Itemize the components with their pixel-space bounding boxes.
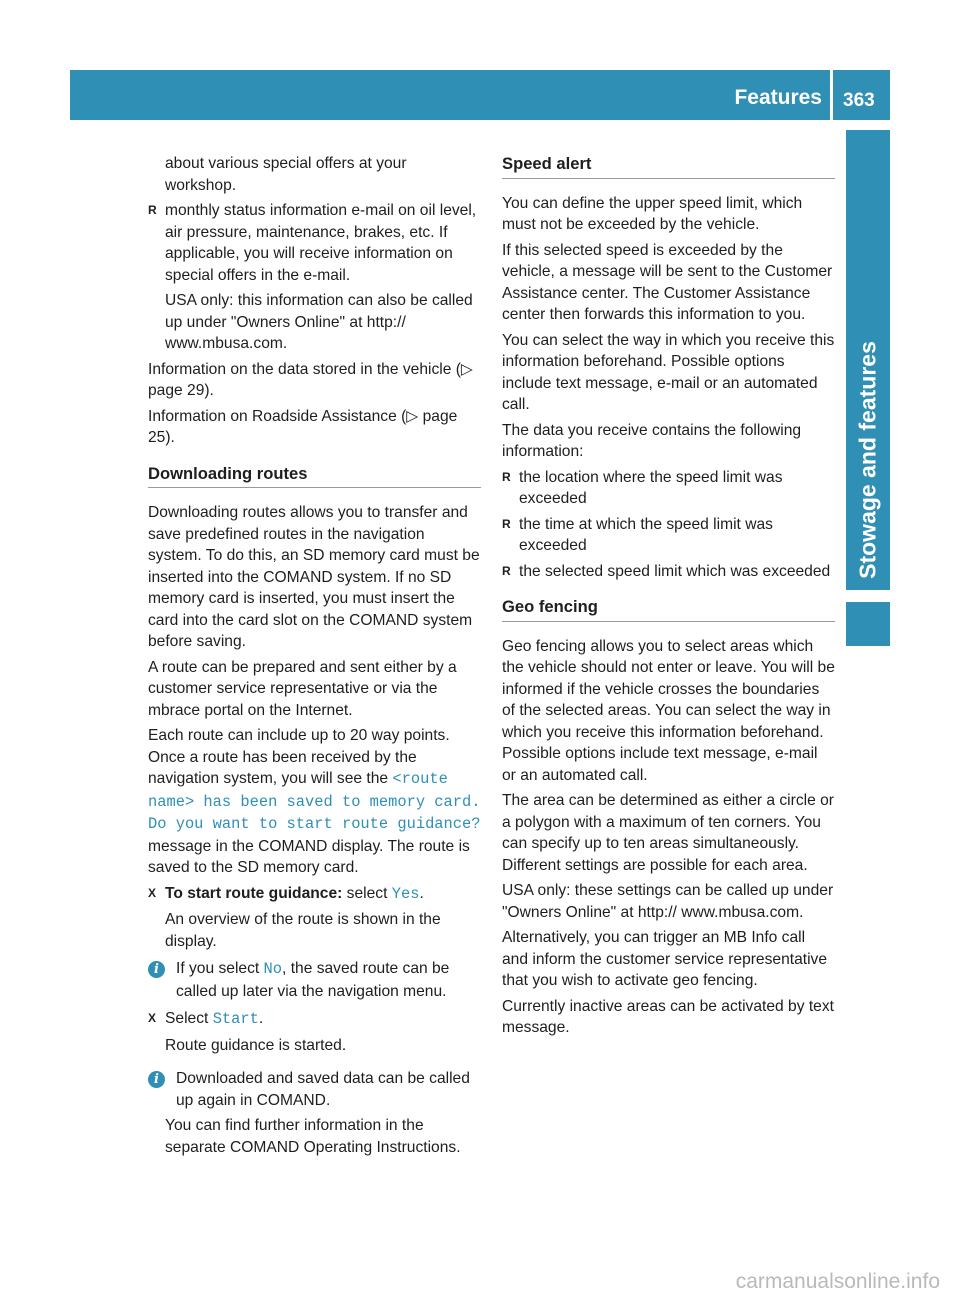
text: Downloaded and saved data can be called up again in COMAND. bbox=[176, 1070, 470, 1109]
left-column bbox=[148, 153, 481, 1162]
display-message: <route name> has been saved to memory card. Do you want to start route guidance? bbox=[148, 770, 481, 833]
step-result: An overview of the route is shown in the display. bbox=[165, 911, 441, 950]
display-option-yes: Yes bbox=[391, 884, 420, 903]
step-item bbox=[148, 883, 481, 906]
header-separator bbox=[830, 70, 833, 120]
display-option-start: Start bbox=[212, 1010, 259, 1028]
section-tab-marker bbox=[846, 602, 890, 646]
info-note bbox=[148, 1068, 481, 1111]
text: message in the COMAND display. The route is saved to the SD memory card. bbox=[148, 837, 470, 876]
paragraph: about various special offers at your workshop. bbox=[165, 155, 407, 194]
paragraph: You can find further information in the separate COMAND Operating Instructions. bbox=[165, 1117, 461, 1156]
paragraph: A route can be prepared and sent either by a customer service representative or via the mbrace portal on the Internet. bbox=[148, 658, 457, 719]
paragraph: You can define the upper speed limit, which must not be exceeded by the vehicle. bbox=[502, 194, 803, 233]
info-icon: i bbox=[148, 961, 165, 978]
paragraph bbox=[148, 725, 481, 879]
text: . bbox=[419, 884, 424, 902]
paragraph: The area can be determined as either a circle or a polygon with a maximum of ten corners. You can specify up to ten areas simultaneously. Different settings are possible for each area. bbox=[502, 792, 834, 874]
section-heading-speed-alert: Speed alert bbox=[502, 153, 835, 179]
paragraph: Downloading routes allows you to transfer and save predefined routes in the navigation system. To do this, an SD memory card must be inserted into the COMAND system. If no SD memory card is inserted, you must insert the card into the card slot on the COMAND system before saving. bbox=[148, 504, 480, 650]
paragraph: Information on Roadside Assistance (▷ page 25). bbox=[148, 407, 458, 446]
watermark: carmanualsonline.info bbox=[735, 1270, 940, 1293]
text: Each route can include up to 20 way points. Once a route has been received by the navigation system, you will see the bbox=[148, 727, 450, 787]
page-title: Features bbox=[734, 86, 822, 109]
section-tab-label: Stowage and features bbox=[854, 341, 881, 579]
paragraph: USA only: these settings can be called up under "Owners Online" at http:// www.mbusa.com. bbox=[502, 882, 834, 921]
step-item bbox=[148, 1008, 481, 1031]
paragraph: You can select the way in which you receive this information beforehand. Possible options include text message, e-mail or an automated call. bbox=[502, 331, 835, 413]
paragraph: If this selected speed is exceeded by the vehicle, a message will be sent to the Customer Assistance center. The Customer Assistance center then forwards this information to you. bbox=[502, 241, 833, 323]
info-note bbox=[148, 958, 481, 1002]
display-option-no: No bbox=[263, 960, 283, 978]
text: , the saved route can be called up later via the navigation menu. bbox=[176, 960, 450, 1000]
text: Select bbox=[165, 1010, 213, 1027]
section-heading-geo-fencing: Geo fencing bbox=[502, 596, 835, 622]
paragraph: Geo fencing allows you to select areas which the vehicle should not enter or leave. You will be informed if the vehicle crosses the boundaries of the selected areas. You can select the way in which you receive this information beforehand. Possible options include text message, e-mail or an automated call. bbox=[502, 637, 835, 784]
info-icon: i bbox=[148, 1071, 165, 1088]
step-result: Route guidance is started. bbox=[165, 1036, 347, 1054]
paragraph: The data you receive contains the following information: bbox=[502, 421, 802, 460]
paragraph: Alternatively, you can trigger an MB Info call and inform the customer service representative that you wish to activate geo fencing. bbox=[502, 929, 828, 989]
bullet-item: R the location where the speed limit was exceeded bbox=[502, 467, 835, 510]
text: . bbox=[258, 1010, 264, 1027]
step-label: To start route guidance: bbox=[165, 884, 343, 902]
right-column bbox=[502, 153, 835, 1043]
text: select bbox=[342, 884, 392, 902]
section-heading-downloading-routes: Downloading routes bbox=[148, 463, 481, 489]
paragraph: Currently inactive areas can be activated by text message. bbox=[502, 997, 834, 1036]
text: If you select bbox=[176, 960, 264, 977]
bullet-item: R the selected speed limit which was exceeded bbox=[502, 561, 835, 583]
paragraph: USA only: this information can also be called up under "Owners Online" at http:// www.mbusa.com. bbox=[165, 292, 473, 352]
page-number: 363 bbox=[843, 90, 875, 111]
paragraph: Information on the data stored in the vehicle (▷ page 29). bbox=[148, 360, 473, 399]
bullet-item: R the time at which the speed limit was exceeded bbox=[502, 514, 835, 557]
bullet-item: R monthly status information e-mail on oil level, air pressure, maintenance, brakes, etc. If applicable, you will receive information on special offers in the e-mail. bbox=[148, 200, 481, 286]
